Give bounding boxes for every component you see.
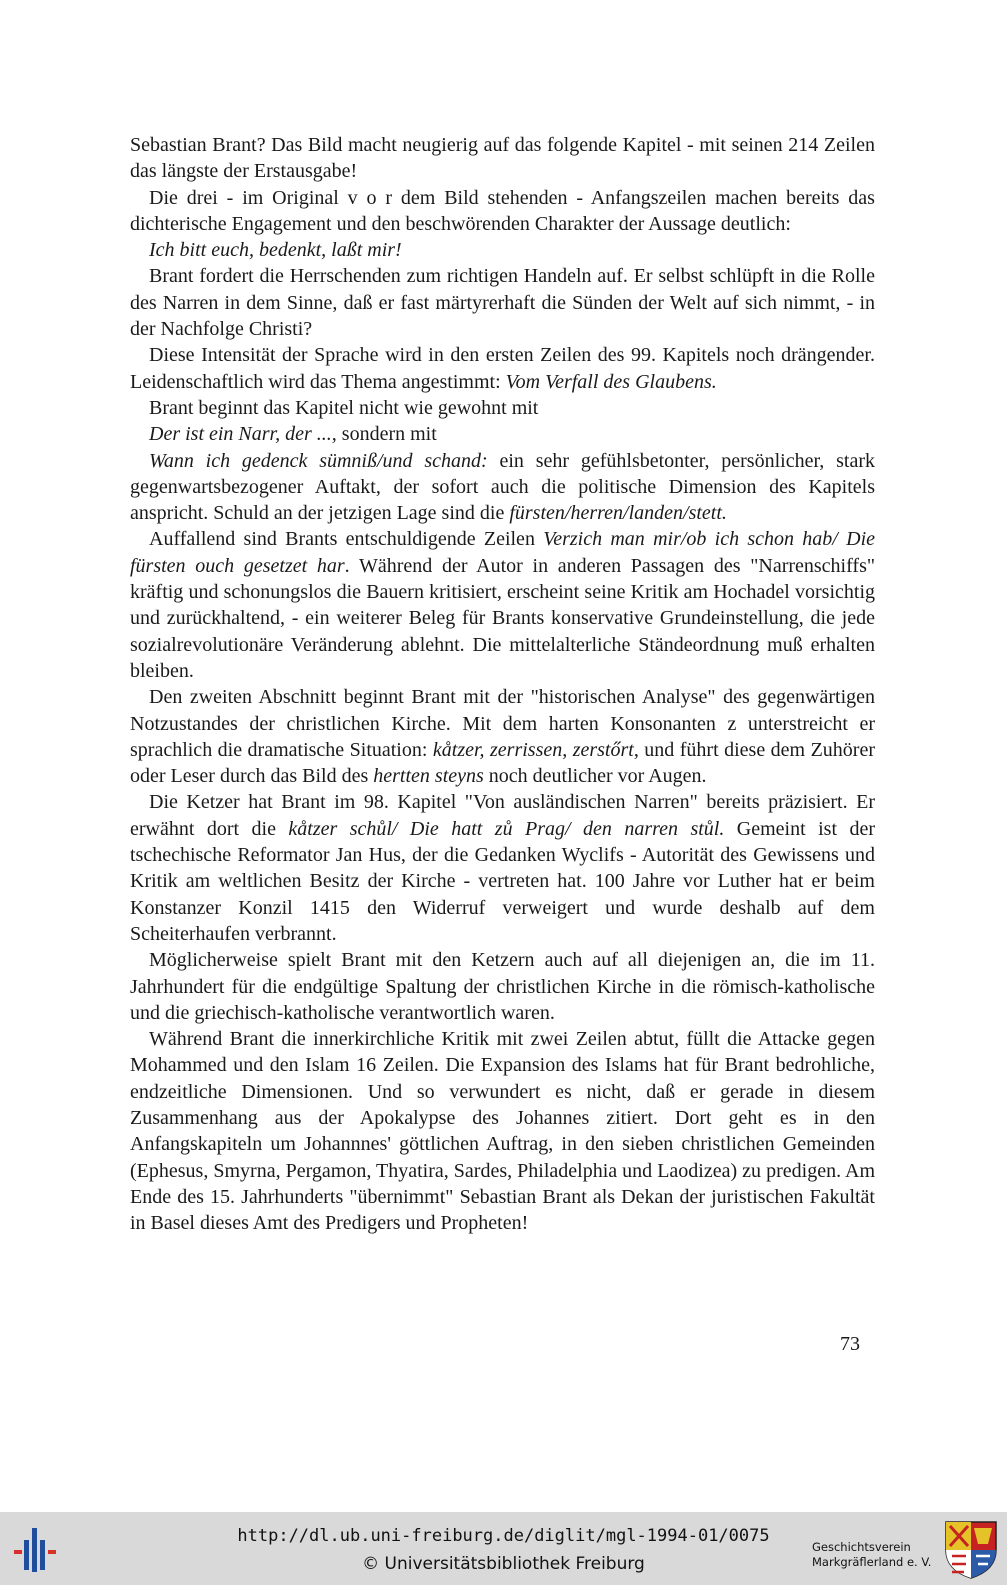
paragraph — [130, 1026, 875, 1236]
text-segment: Den zweiten Abschnitt beginnt Brant mit der "historischen Analyse" des gegenwärtigen Notzustandes der christlichen Kirche. Mit dem harten Konsonanten z unterstreicht er sprachlich die dramatische Situation: — [130, 686, 875, 761]
paragraph — [130, 185, 875, 238]
paragraph — [130, 263, 875, 342]
italic-quote: hertten steyns — [373, 765, 484, 788]
text-segment: Während Brant die innerkirchliche Kritik mit zwei Zeilen abtut, füllt die Attacke gegen Mohammed und den Islam 16 Zeilen. Die Expansion des Islams hat für Brant bedrohliche, endzeitliche Dimensionen. Und so verwundert es nicht, daß er gerade in diesem Zusammenhang aus der Apokalypse des Johannes zitiert. Dort geht es in den Anfangskapiteln um Johannnes' göttlichen Auftrag, in den sieben christlichen Gemeinden (Ephesus, Smyrna, Pergamon, Thyatira, Sardes, Philadelphia und Laodizea) zu predigen. Am Ende des 15. Jahrhunderts "übernimmt" Sebastian Brant als Dekan der juristischen Fakultät in Basel dieses Amt des Predigers und Propheten! — [130, 1028, 875, 1235]
italic-quote: kåtzer, zerrissen, zerstőrt — [432, 738, 634, 761]
text-segment: Möglicherweise spielt Brant mit den Ketzern auch auf all diejenigen an, die im 11. Jahrhundert für die endgültige Spaltung der christlichen Kirche in die römisch-katholische und die griechisch-katholische verantwortlich waren. — [130, 949, 875, 1024]
paragraph — [130, 395, 875, 421]
italic-quote: Ich bitt euch, bedenkt, laßt mir! — [149, 239, 402, 262]
paragraph — [130, 789, 875, 947]
paragraph — [130, 684, 875, 789]
text-segment: Auffallend sind Brants entschuldigende Zeilen — [149, 528, 544, 551]
paragraph — [130, 526, 875, 684]
text-segment: ein sehr gefühlsbetonter, persönlicher, stark gegenwartsbezogener Auftakt, der sofort auch die politische Dimension des Kapitels anspricht. Schuld an der jetzigen Lage sind die — [130, 449, 875, 525]
paragraph — [130, 237, 875, 263]
text-segment: noch deutlicher vor Augen. — [483, 765, 707, 788]
footer-bar — [0, 1512, 1007, 1585]
paragraph — [130, 132, 875, 185]
paragraph — [130, 421, 875, 447]
italic-quote: Vom Verfall des Glaubens. — [505, 370, 717, 393]
text-segment: Diese Intensität der Sprache wird in den ersten Zeilen des 99. Kapitels noch drängender. Leidenschaftlich wird das Thema angestimmt: — [130, 344, 875, 393]
text-segment: Die Ketzer hat Brant im 98. Kapitel "Von ausländischen Narren" bereits präzisiert. Er erwähnt dort die — [130, 791, 875, 840]
text-segment: Brant beginnt das Kapitel nicht wie gewohnt mit — [149, 396, 539, 419]
org-line-2: Markgräflerland e. V. — [812, 1555, 932, 1569]
text-segment: sondern mit — [336, 423, 437, 446]
italic-quote: Der ist ein Narr, der ..., — [149, 423, 337, 446]
org-line-1: Geschichtsverein — [812, 1540, 911, 1554]
paragraph — [130, 342, 875, 395]
text-segment: , und führt diese dem Zuhörer oder Leser durch das Bild des — [130, 738, 875, 788]
body-text — [130, 132, 875, 1236]
text-segment: . Während der Autor in anderen Passagen des "Narrenschiffs" kräftig und schonungslos die Bauern kritisiert, erscheint seine Kritik am Hochadel vorsichtig und zurückhaltend, - ein weiterer Beleg für Brants konservative Grundeinstellung, die jede sozialrevolutionäre Veränderung ablehnt. Die mittelalterliche Ständeordnung muß erhalten bleiben. — [130, 554, 876, 682]
footer-url-link[interactable]: http://dl.ub.uni-freiburg.de/diglit/mgl-1994-01/0075 — [237, 1526, 770, 1546]
page-number: 73 — [840, 1333, 860, 1355]
text-segment: Brant fordert die Herrschenden zum richtigen Handeln auf. Er selbst schlüpft in die Rolle des Narren in dem Sinne, daß er fast märtyrerhaft die Sünden der Welt auf sich nimmt, - in der Nachfolge Christi? — [130, 265, 875, 341]
italic-quote: Verzich man mir/ob ich schon hab/ Die fürsten ouch gesetzet har — [130, 528, 876, 577]
footer-org-name — [812, 1540, 932, 1570]
italic-quote: fürsten/herren/landen/stett. — [509, 502, 727, 525]
text-segment: Gemeint ist der tschechische Reformator Jan Hus, der die Gedanken Wyclifs - Autorität des Gewissens und Kritik am weltlichen Besitz der Kirche - vertreten hat. 100 Jahre vor Luther hat er beim Konstanzer Konzil 1415 den Widerruf verweigert und wurde deshalb auf dem Scheiterhaufen verbrannt. — [130, 817, 875, 945]
paragraph — [130, 947, 875, 1026]
text-segment: dem Bild stehenden - Anfangszeilen machen bereits das dichterische Engagement und den beschwörenden Charakter der Aussage deutlich: — [130, 186, 875, 235]
paragraph — [130, 448, 875, 527]
italic-quote: kåtzer schůl/ Die hatt zů Prag/ den narren stůl. — [288, 817, 725, 840]
footer-copyright: © Universitätsbibliothek Freiburg — [362, 1554, 645, 1574]
text-segment: Die drei - im Original — [149, 186, 348, 209]
text-segment: v o r — [347, 186, 393, 209]
text-segment: Sebastian Brant? Das Bild macht neugierig auf das folgende Kapitel - mit seinen 214 Zeilen das längste der Erstausgabe! — [130, 134, 875, 183]
coat-of-arms-icon — [944, 1520, 998, 1580]
italic-quote: Wann ich gedenck sümniß/und schand: — [149, 449, 488, 472]
